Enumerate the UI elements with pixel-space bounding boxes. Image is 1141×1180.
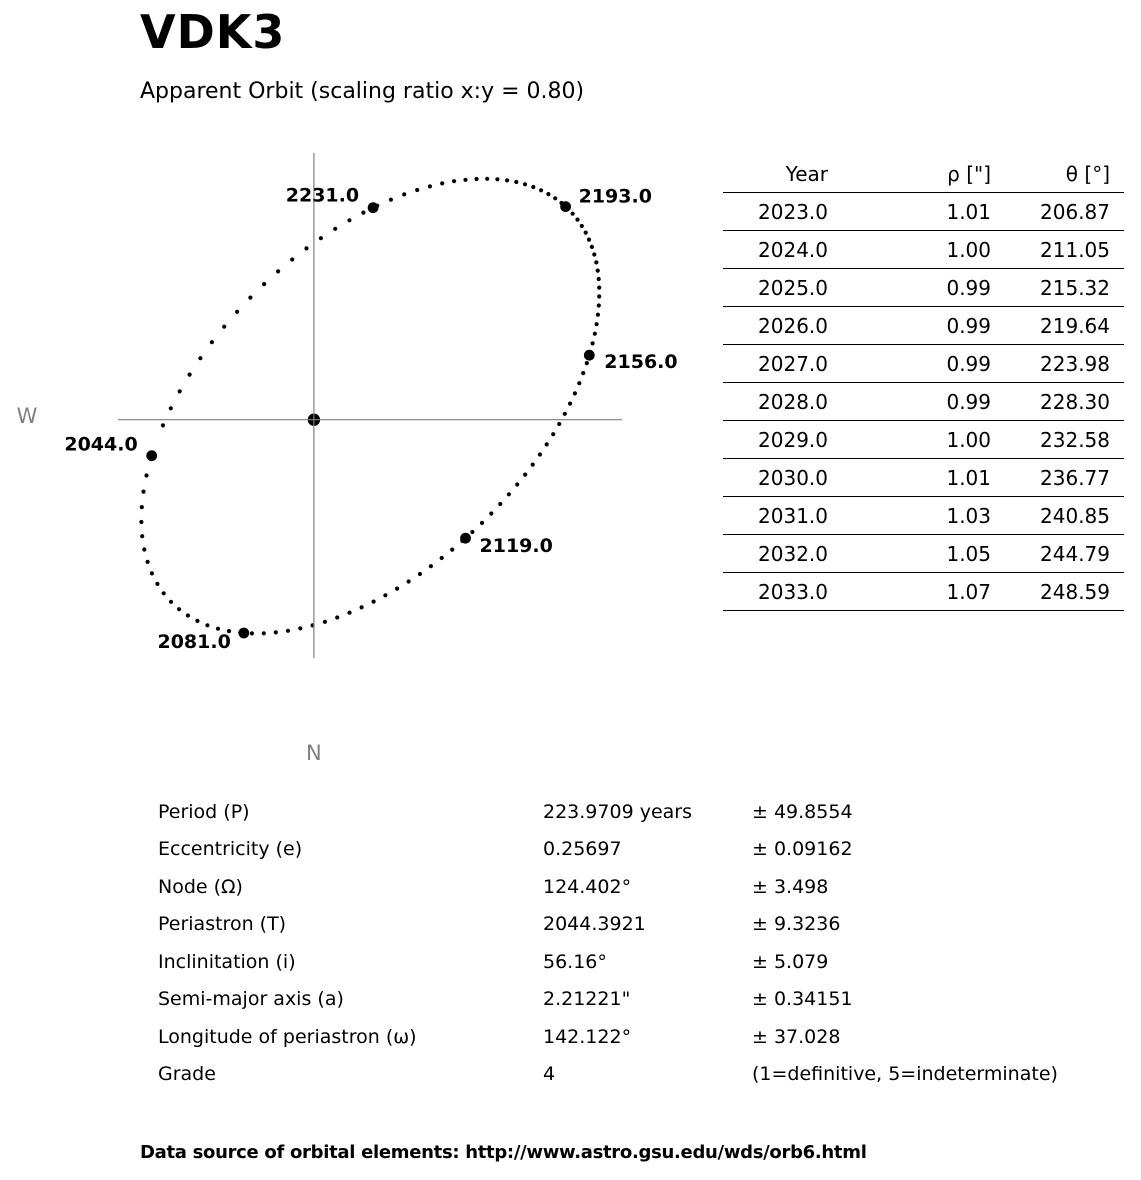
ephemeris-row: [723, 497, 1124, 535]
element-label: Semi-major axis (a): [158, 988, 344, 1011]
orbit-dot: [568, 402, 572, 406]
orbit-dot: [597, 277, 601, 281]
orbit-dot: [195, 619, 199, 623]
theta-cell: 223.98: [1008, 345, 1124, 383]
year-cell: 2030.0: [723, 459, 844, 497]
year-cell: 2031.0: [723, 497, 844, 535]
orbit-dot: [286, 629, 290, 633]
orbital-element-row: [0, 981, 1141, 1019]
orbit-dot: [298, 626, 302, 630]
orbit-dot: [577, 381, 581, 385]
orbit-dot: [596, 269, 600, 273]
orbit-dot: [480, 521, 484, 525]
orbit-dot: [155, 582, 159, 586]
orbit-dot: [592, 252, 596, 256]
element-label: Grade: [158, 1063, 216, 1086]
column-header-rho: ρ ["]: [844, 156, 1008, 193]
orbit-dot: [415, 188, 419, 192]
element-error: ± 0.09162: [752, 838, 853, 861]
orbit-dot: [144, 473, 148, 477]
rho-cell: 1.00: [844, 231, 1008, 269]
orbit-dot: [581, 371, 585, 375]
orbit-dot: [597, 303, 601, 307]
orbit-epoch-dot: [368, 202, 379, 213]
rho-cell: 1.00: [844, 421, 1008, 459]
orbital-element-row: [0, 831, 1141, 869]
orbit-dot: [591, 341, 595, 345]
orbit-dot: [553, 196, 557, 200]
orbit-dot: [178, 389, 182, 393]
orbit-dot: [495, 177, 499, 181]
orbit-dot: [546, 192, 550, 196]
orbit-dot: [450, 548, 454, 552]
orbit-dot: [514, 180, 518, 184]
year-cell: 2028.0: [723, 383, 844, 421]
orbit-dot: [169, 600, 173, 604]
orbit-dot: [150, 571, 154, 575]
orbit-dot: [323, 620, 327, 624]
year-cell: 2026.0: [723, 307, 844, 345]
orbit-dot: [531, 463, 535, 467]
year-cell: 2023.0: [723, 193, 844, 231]
orbit-dot: [146, 560, 150, 564]
orbit-dot: [418, 572, 422, 576]
orbit-dot: [161, 423, 165, 427]
orbit-dot: [335, 615, 339, 619]
orbital-element-row: [0, 868, 1141, 906]
orbit-dot: [440, 181, 444, 185]
page-title: VDK3: [140, 5, 286, 59]
ephemeris-header-row: [723, 156, 1124, 193]
orbit-dot: [505, 178, 509, 182]
orbit-year-label: 2193.0: [578, 185, 652, 208]
orbit-dot: [470, 530, 474, 534]
element-value: 142.122°: [543, 1025, 632, 1048]
orbit-dot: [222, 325, 226, 329]
orbit-year-label: 2156.0: [604, 351, 678, 374]
orbital-element-row: [0, 943, 1141, 981]
element-error: ± 37.028: [752, 1025, 841, 1048]
element-label: Eccentricity (e): [158, 838, 303, 861]
orbit-dot: [428, 184, 432, 188]
orbit-dot: [140, 534, 144, 538]
orbit-dot: [139, 520, 143, 524]
chart-subtitle: Apparent Orbit (scaling ratio x:y = 0.80): [140, 79, 585, 104]
orbital-element-row: [0, 906, 1141, 944]
orbital-element-row: [0, 793, 1141, 831]
rho-cell: 0.99: [844, 307, 1008, 345]
orbital-element-row: [0, 1018, 1141, 1056]
data-source-note: Data source of orbital elements: http://www.astro.gsu.edu/wds/orb6.html: [140, 1142, 867, 1163]
element-value: 2.21221": [543, 988, 631, 1011]
orbit-dot: [198, 356, 202, 360]
theta-cell: 232.58: [1008, 421, 1124, 459]
rho-cell: 0.99: [844, 269, 1008, 307]
orbit-dot: [429, 564, 433, 568]
ephemeris-row: [723, 459, 1124, 497]
orbit-epoch-dot: [146, 450, 157, 461]
orbit-dot: [205, 623, 209, 627]
orbit-dot: [142, 547, 146, 551]
orbit-dot: [523, 473, 527, 477]
orbit-year-label: 2044.0: [64, 433, 138, 456]
north-axis-label: N: [306, 741, 322, 765]
orbit-dot: [210, 340, 214, 344]
theta-cell: 244.79: [1008, 535, 1124, 573]
orbit-dot: [140, 505, 144, 509]
orbit-epoch-dot: [584, 350, 595, 361]
theta-cell: 211.05: [1008, 231, 1124, 269]
orbit-dot: [573, 391, 577, 395]
element-value: 223.9709 years: [543, 800, 692, 823]
element-value: 56.16°: [543, 950, 607, 973]
element-error: (1=definitive, 5=indeterminate): [752, 1063, 1058, 1086]
orbit-dot: [360, 605, 364, 609]
ephemeris-row: [723, 269, 1124, 307]
orbit-dot: [250, 631, 254, 635]
theta-cell: 240.85: [1008, 497, 1124, 535]
orbit-dot: [515, 482, 519, 486]
orbit-dot: [372, 600, 376, 604]
element-error: ± 49.8554: [752, 800, 853, 823]
ephemeris-row: [723, 231, 1124, 269]
orbit-dot: [538, 452, 542, 456]
orbit-dot: [440, 556, 444, 560]
orbit-dot: [162, 591, 166, 595]
element-label: Longitude of periastron (ω): [158, 1025, 417, 1048]
theta-cell: 228.30: [1008, 383, 1124, 421]
ephemeris-row: [723, 535, 1124, 573]
orbit-dot: [276, 269, 280, 273]
element-value: 4: [543, 1063, 556, 1086]
orbit-dot: [580, 224, 584, 228]
orbit-dot: [141, 490, 145, 494]
orbital-elements-list: [0, 793, 1141, 1093]
orbit-dot: [262, 631, 266, 635]
element-value: 124.402°: [543, 875, 632, 898]
orbit-dot: [361, 211, 365, 215]
orbit-dot: [274, 630, 278, 634]
element-label: Periastron (T): [158, 913, 287, 936]
orbit-dot: [347, 611, 351, 615]
year-cell: 2032.0: [723, 535, 844, 573]
ephemeris-row: [723, 383, 1124, 421]
orbit-dot: [169, 406, 173, 410]
orbit-epoch-dot: [560, 201, 571, 212]
orbit-dot: [333, 227, 337, 231]
orbit-dot: [383, 593, 387, 597]
orbit-dot: [248, 296, 252, 300]
year-cell: 2025.0: [723, 269, 844, 307]
orbit-dot: [575, 218, 579, 222]
rho-cell: 0.99: [844, 345, 1008, 383]
element-error: ± 3.498: [752, 875, 829, 898]
element-label: Node (Ω): [158, 875, 243, 898]
orbit-dot: [498, 502, 502, 506]
orbit-dot: [590, 245, 594, 249]
orbit-dot: [551, 432, 555, 436]
ephemeris-row: [723, 421, 1124, 459]
orbit-dot: [539, 188, 543, 192]
orbital-element-row: [0, 1056, 1141, 1094]
ephemeris-row: [723, 307, 1124, 345]
orbit-dot: [584, 231, 588, 235]
orbit-dot: [235, 310, 239, 314]
orbit-dot: [290, 257, 294, 261]
ephemeris-row: [723, 573, 1124, 611]
orbit-dot: [463, 178, 467, 182]
orbit-dot: [593, 332, 597, 336]
orbit-dot: [507, 492, 511, 496]
rho-cell: 1.01: [844, 193, 1008, 231]
element-error: ± 0.34151: [752, 988, 853, 1011]
theta-cell: 206.87: [1008, 193, 1124, 231]
element-error: ± 5.079: [752, 950, 829, 973]
orbit-dot: [545, 442, 549, 446]
orbit-dot: [485, 177, 489, 181]
ephemeris-table-body: [723, 193, 1124, 611]
rho-cell: 1.01: [844, 459, 1008, 497]
orbit-dot: [523, 182, 527, 186]
ephemeris-row: [723, 193, 1124, 231]
orbit-dot: [304, 246, 308, 250]
orbit-dot: [452, 179, 456, 183]
orbit-dot: [597, 294, 601, 298]
orbit-year-label: 2081.0: [157, 631, 231, 653]
element-label: Period (P): [158, 800, 250, 823]
orbit-dot: [596, 313, 600, 317]
theta-cell: 248.59: [1008, 573, 1124, 611]
element-value: 0.25697: [543, 838, 622, 861]
element-value: 2044.3921: [543, 913, 646, 936]
column-header-theta: θ [°]: [1008, 156, 1124, 193]
orbit-dot: [585, 361, 589, 365]
element-label: Inclinitation (i): [158, 950, 296, 973]
orbit-dot: [563, 412, 567, 416]
orbit-dot: [188, 373, 192, 377]
orbit-dot: [319, 236, 323, 240]
orbit-dot: [571, 212, 575, 216]
orbit-dot: [587, 238, 591, 242]
ephemeris-table: [723, 156, 1124, 611]
rho-cell: 0.99: [844, 383, 1008, 421]
orbit-dot: [489, 511, 493, 515]
orbit-epoch-dot: [238, 628, 249, 639]
orbit-year-label: 2119.0: [479, 535, 553, 558]
orbit-dot: [177, 607, 181, 611]
year-cell: 2033.0: [723, 573, 844, 611]
theta-cell: 236.77: [1008, 459, 1124, 497]
year-cell: 2024.0: [723, 231, 844, 269]
orbit-dot: [595, 322, 599, 326]
orbit-dot: [186, 613, 190, 617]
orbit-dot: [594, 260, 598, 264]
orbit-dot: [262, 282, 266, 286]
ephemeris-row: [723, 345, 1124, 383]
orbit-dot: [475, 177, 479, 181]
west-axis-label: W: [16, 404, 38, 428]
element-error: ± 9.3236: [752, 913, 841, 936]
orbit-dot: [557, 422, 561, 426]
rho-cell: 1.03: [844, 497, 1008, 535]
orbit-dot: [402, 192, 406, 196]
ephemeris-table-header: [723, 156, 1124, 193]
orbit-year-label: 2231.0: [285, 184, 360, 207]
rho-cell: 1.07: [844, 573, 1008, 611]
theta-cell: 215.32: [1008, 269, 1124, 307]
orbit-dot: [407, 579, 411, 583]
orbit-dot: [395, 587, 399, 591]
year-cell: 2029.0: [723, 421, 844, 459]
orbit-epoch-dot: [460, 533, 471, 544]
orbit-dot: [597, 286, 601, 290]
column-header-year: Year: [723, 156, 844, 193]
orbit-dot: [531, 185, 535, 189]
year-cell: 2027.0: [723, 345, 844, 383]
rho-cell: 1.05: [844, 535, 1008, 573]
orbit-dot: [347, 218, 351, 222]
orbit-dot: [389, 198, 393, 202]
theta-cell: 219.64: [1008, 307, 1124, 345]
